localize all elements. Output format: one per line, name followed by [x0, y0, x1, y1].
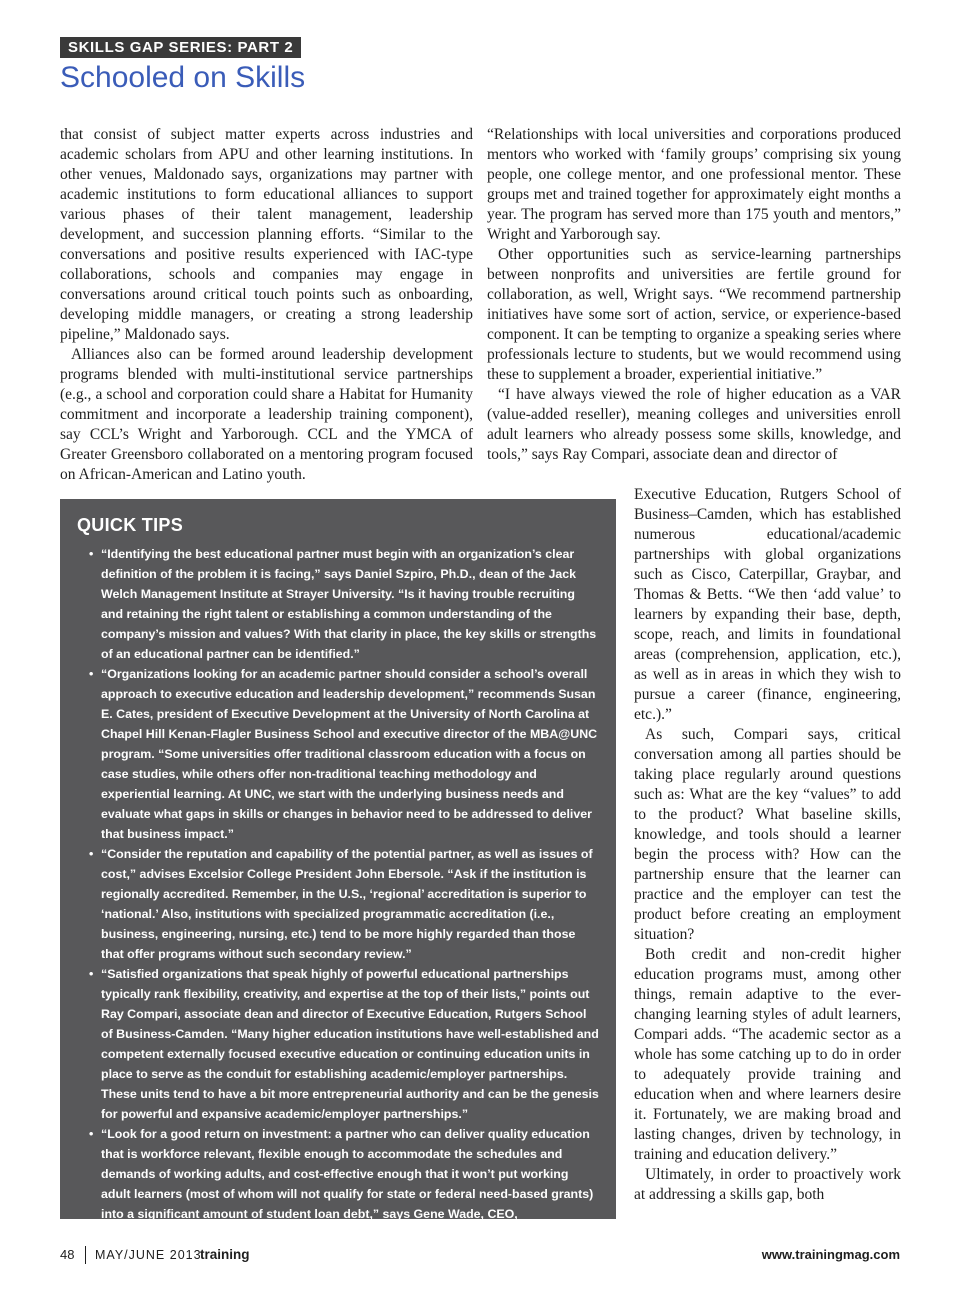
article-title: Schooled on Skills [60, 61, 306, 94]
tip-item [77, 664, 600, 844]
tip-text: “Satisfied organizations that speak highly of powerful educational partnerships typically rank flexibility, creativity, and expertise at the top of their lists,” points out Ray Compari, associate dean and director of Executive Education, Rutgers School of Business-Camden. “Many higher education institutions have well-established and competent externally focused executive education or continuing education units in place to serve as the conduit for establishing academic/employer partnerships. These units tend to have a bit more entrepreneurial authority and can be the genesis for powerful and expansive academic/employer partnerships.” [101, 967, 599, 1121]
tip-item [77, 1124, 600, 1244]
page-footer [60, 1245, 900, 1267]
right-paragraph-1: Executive Education, Rutgers School of Business–Camden, which has established numerous educational/academic partnerships with global organizations such as Cisco, Caterpillar, Graybar, and Thomas & Betts. “We then ‘add value’ to learners by expanding their base, depth, scope, reach, and limits in foundational areas (comprehension, application, etc.), as well as in areas in which they wish to pursue a career (finance, engineering, etc.).” [634, 486, 901, 723]
middle-paragraph-2: Other opportunities such as service-learning partnerships between nonprofits and universities are fertile ground for collaboration, as well, Wright says. “We recommend partnership initiatives have some sort of action, service, or experience-based component. It can be tempting to organize a speaking series where professionals lecture to students, but we would recommend using these to supplement a broader, experiential initiative.” [487, 246, 901, 383]
bullet-icon: • [89, 1127, 94, 1141]
quick-tips-heading: QUICK TIPS [77, 515, 184, 535]
right-column [634, 485, 901, 1205]
tip-text: “Identifying the best educational partner must begin with an organization’s clear definition of the problem it is facing,” says Daniel Szpiro, Ph.D., dean of the Jack Welch Management Institute at Strayer University. “Is it having trouble recruiting and retaining the right talent or establishing a common understanding of the company’s mission and values? With that clarity in place, the key skills or strengths of an educational partner can be identified.” [101, 547, 597, 661]
tip-item [77, 844, 600, 964]
magazine-name: training [200, 1247, 250, 1262]
tip-text: “Organizations looking for an academic partner should consider a school’s overall approach to executive education and leadership development,” recommends Susan E. Cates, president of Executive Development at the University of North Carolina at Chapel Hill Kenan-Flagler Business School and executive director of the MBA@UNC program. “Some universities offer traditional classroom education with a focus on case studies, while others offer non-traditional teaching methodology and experiential learning. At UNC, we start with the underlying business needs and evaluate what gaps in skills or changes in behavior need to be addressed to deliver that business impact.” [101, 667, 598, 841]
left-paragraph-1: that consist of subject matter experts across industries and academic scholars from APU and other learning institutions. In other venues, Maldonado says, organizations may partner with academic institutions to form educational alliances to support various phases of their talent management, leadership development, and succession planning efforts. “Similar to the conversations and positive results experienced with IAC-type collaborations, schools and companies may engage in conversations around critical touch points such as onboarding, developing middle managers, or creating a strong leadership pipeline,” Maldonado says. [60, 126, 473, 343]
left-paragraph-2: Alliances also can be formed around leadership development programs blended with multi-institutional service partnerships (e.g., a school and corporation could share a Habitat for Humanity commitment and incorporate a leadership training component), say CCL’s Wright and Yarborough. CCL and the YMCA of Greater Greensboro collaborated on a mentoring program focused on African-American and Latino youth. [60, 346, 473, 483]
bullet-icon: • [89, 967, 94, 981]
page-number: 48 [60, 1247, 75, 1262]
quick-tips-list [77, 544, 600, 1244]
tip-text: “Consider the reputation and capability of the potential partner, as well as issues of cost,” advises Excelsior College President John Ebersole. “Ask if the institution is regionally accredited. Remember, in the U.S., ‘regional’ accreditation is superior to ‘national.’ Also, institutions with specialized programmatic accreditation (i.e., business, engineering, nursing, etc.) tend to be more highly regarded than those that offer programs without such secondary review.” [101, 847, 593, 961]
tip-item [77, 544, 600, 664]
issue-date: MAY/JUNE 2013 [95, 1248, 202, 1262]
series-label: SKILLS GAP SERIES: PART 2 [60, 37, 301, 58]
right-paragraph-3: Both credit and non-credit higher education programs must, among other things, remain adaptive to the ever-changing learning styles of adult learners, Compari adds. “The academic sector as a whole has some catching up to do in order to adequately provide training and education when and where learners desire it. Fortunately, we are making broad and lasting changes, driven by technology, in training and education delivery.” [634, 946, 901, 1163]
quick-tips-box [60, 499, 616, 1241]
middle-column [487, 125, 901, 465]
right-paragraph-4: Ultimately, in order to proactively work at addressing a skills gap, both [634, 1166, 901, 1203]
bullet-icon: • [89, 847, 94, 861]
middle-paragraph-3: “I have always viewed the role of higher education as a VAR (value-added reseller), meaning colleges and universities enroll adult learners who already possess some skills, knowledge, and tools,” says Ray Compari, associate dean and director of [487, 386, 901, 463]
footer-divider [85, 1246, 86, 1264]
bullet-icon: • [89, 667, 94, 681]
website-link[interactable]: www.trainingmag.com [761, 1247, 900, 1262]
left-column [60, 125, 473, 485]
bullet-icon: • [89, 547, 94, 561]
tip-item [77, 964, 600, 1124]
tip-text: “Look for a good return on investment: a partner who can deliver quality education that is workforce relevant, flexible enough to accommodate the schedules and demands of working adults, and cost-effective enough that it won’t put working adult learners (most of whom will not qualify for state or federal need-based grants) into a significant amount of student loan debt,” says Gene Wade, CEO, UniversityNow. [101, 1127, 594, 1241]
middle-paragraph-1: “Relationships with local universities and corporations produced mentors who worked with ‘family groups’ comprising six young people, one college mentor, and one professional mentor. These groups met and trained together for approximately eight months a year. The program has served more than 175 youth and mentors,” Wright and Yarborough say. [487, 126, 901, 243]
right-paragraph-2: As such, Compari says, critical conversation among all parties should be taking place regularly around questions such as: What are the key “values” to add to the product? What baseline skills, knowledge, and tools should a learner begin the process with? How can the partnership ensure that the learner can practice and the employer can test the product before creating an employment situation? [634, 726, 901, 943]
